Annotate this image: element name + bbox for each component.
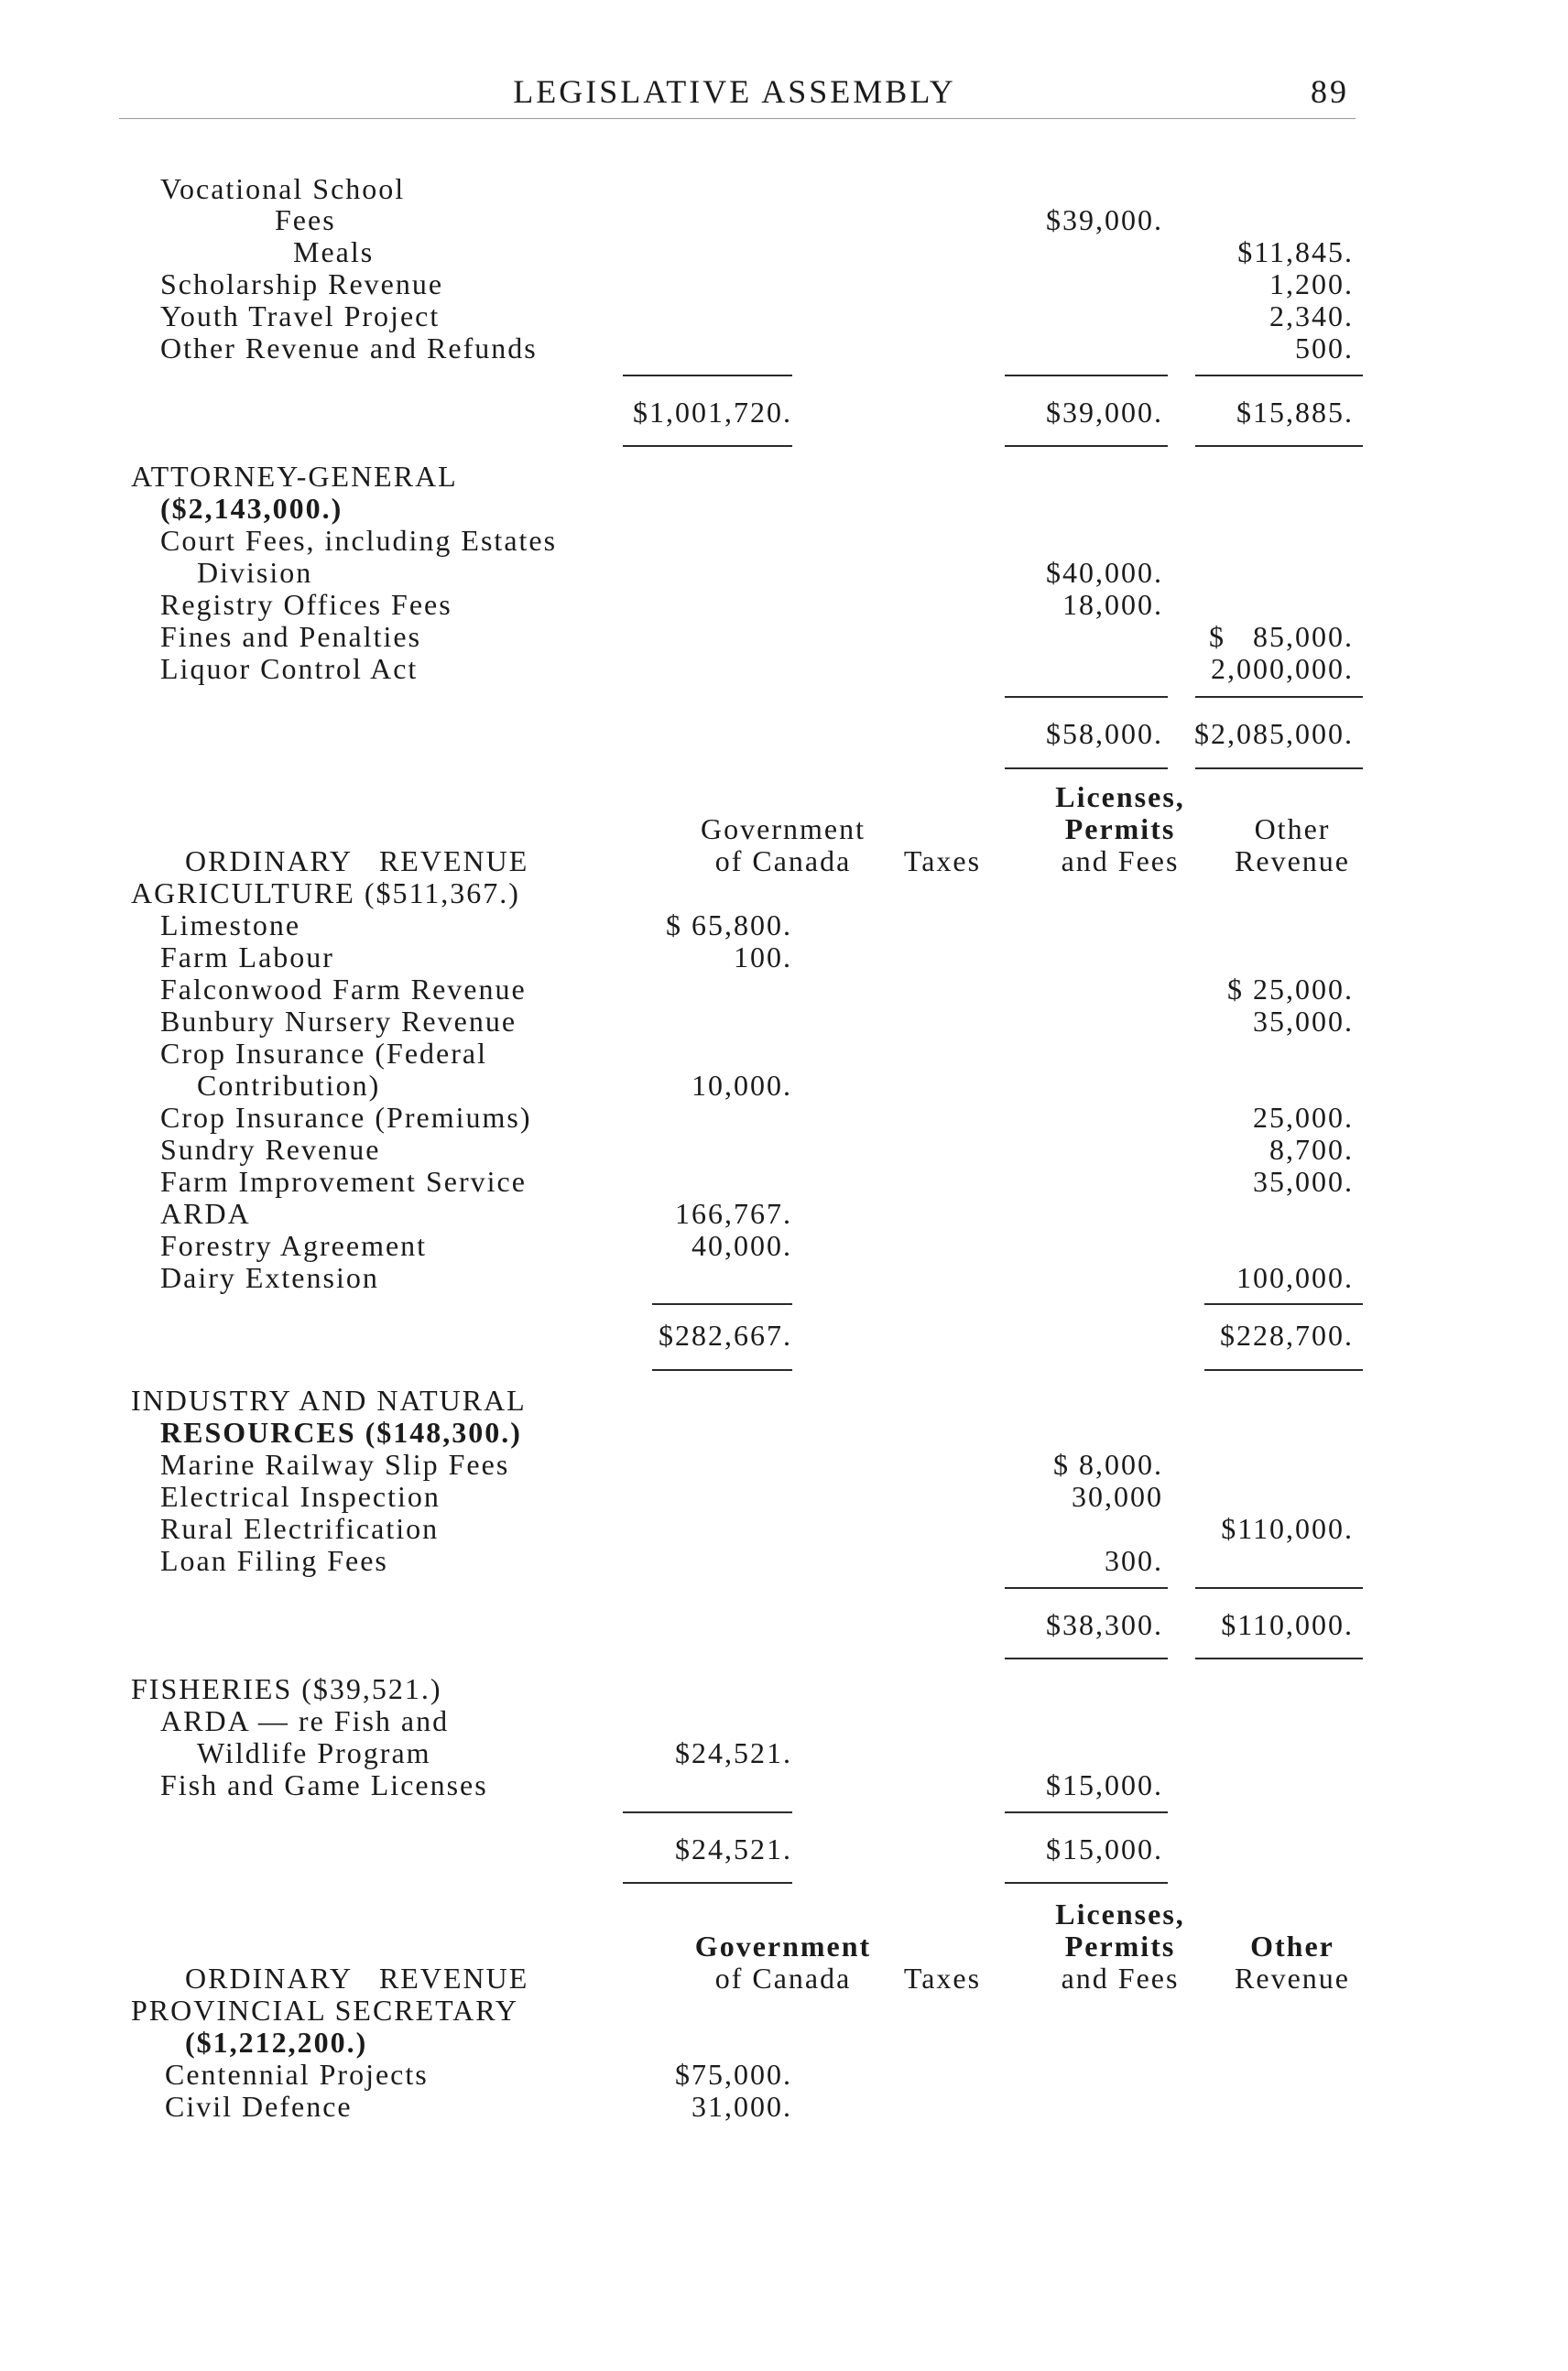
vocational-meals-label: Meals [293, 235, 375, 268]
header-rule [119, 118, 1356, 119]
forestry-gov: 40,000. [691, 1229, 792, 1262]
rule [1204, 1369, 1363, 1371]
col-other-line2: Revenue [1235, 1962, 1350, 1995]
electrical-label: Electrical Inspection [160, 1480, 441, 1513]
fisheries-total-licenses: $15,000. [1046, 1833, 1163, 1865]
vocational-fees-label: Fees [275, 203, 336, 236]
col-gov-line1: Government [701, 812, 866, 845]
col-other-line1: Other [1250, 1930, 1334, 1963]
rule [1195, 696, 1363, 698]
centennial-gov: $75,000. [675, 2058, 792, 2091]
rule [1195, 445, 1363, 447]
agriculture-heading: AGRICULTURE ($511,367.) [131, 876, 520, 909]
crop-premiums-label: Crop Insurance (Premiums) [160, 1101, 532, 1134]
rule [1195, 1587, 1363, 1589]
fish-game-licenses: $15,000. [1046, 1768, 1163, 1801]
fisheries-arda-label: ARDA — re Fish and [160, 1704, 450, 1737]
industry-total-other: $110,000. [1221, 1608, 1354, 1641]
falconwood-label: Falconwood Farm Revenue [160, 973, 527, 1006]
col-taxes: Taxes [903, 1962, 982, 1995]
rural-other: $110,000. [1221, 1512, 1354, 1545]
rural-label: Rural Electrification [160, 1512, 440, 1545]
rule [1005, 1658, 1168, 1659]
court-fees-label-cont: Division [197, 556, 313, 589]
ordinary-revenue-heading: ORDINARY REVENUE [185, 1962, 529, 1995]
rule [1195, 375, 1363, 376]
agriculture-total-gov: $282,667. [659, 1319, 792, 1352]
electrical-licenses: 30,000 [1072, 1480, 1163, 1513]
rule [1005, 767, 1168, 769]
rule [1005, 1587, 1168, 1589]
page-title: LEGISLATIVE ASSEMBLY [513, 73, 956, 110]
registry-label: Registry Offices Fees [160, 588, 452, 621]
agriculture-total-other: $228,700. [1220, 1319, 1354, 1352]
court-fees-label: Court Fees, including Estates [160, 524, 558, 557]
bunbury-label: Bunbury Nursery Revenue [160, 1005, 517, 1038]
loan-label: Loan Filing Fees [160, 1544, 388, 1577]
falconwood-other: $ 25,000. [1227, 973, 1354, 1006]
col-other-line2: Revenue [1235, 844, 1350, 877]
rule [1005, 1811, 1168, 1813]
fisheries-arda-gov: $24,521. [675, 1736, 792, 1769]
col-licenses-line3: and Fees [1061, 1962, 1180, 1995]
centennial-label: Centennial Projects [165, 2058, 429, 2091]
rule [1195, 767, 1363, 769]
rule [623, 1811, 792, 1813]
arda-gov: 166,767. [675, 1197, 792, 1230]
col-gov-line2: of Canada [714, 844, 852, 877]
rule [652, 1369, 792, 1371]
farm-improvement-label: Farm Improvement Service [160, 1165, 527, 1198]
rule [623, 445, 792, 447]
vocational-heading: Vocational School [160, 172, 406, 205]
fines-label: Fines and Penalties [160, 620, 422, 653]
scholarship-label: Scholarship Revenue [160, 267, 444, 300]
rule [1195, 1658, 1363, 1659]
attorney-amount: ($2,143,000.) [160, 492, 343, 525]
marine-label: Marine Railway Slip Fees [160, 1448, 510, 1481]
civil-defence-gov: 31,000. [691, 2090, 792, 2123]
ordinary-revenue-heading: ORDINARY REVENUE [185, 844, 529, 877]
court-fees-licenses: $40,000. [1046, 556, 1163, 589]
col-other-line1: Other [1254, 812, 1331, 845]
refunds-other: 500. [1295, 332, 1354, 364]
registry-licenses: 18,000. [1062, 588, 1163, 621]
fines-other: $ 85,000. [1209, 620, 1354, 653]
col-gov-line2: of Canada [714, 1962, 852, 1995]
col-licenses-line1: Licenses, [1055, 780, 1185, 813]
vocational-fees-licenses: $39,000. [1046, 203, 1163, 236]
vocational-total-other: $15,885. [1236, 396, 1354, 429]
forestry-label: Forestry Agreement [160, 1229, 428, 1262]
col-gov-line1: Government [694, 1930, 872, 1963]
fish-game-label: Fish and Game Licenses [160, 1768, 488, 1801]
fisheries-total-gov: $24,521. [675, 1833, 792, 1865]
rule [1204, 1303, 1363, 1305]
col-taxes: Taxes [903, 844, 982, 877]
industry-heading: INDUSTRY AND NATURAL [131, 1384, 527, 1417]
liquor-other: 2,000,000. [1211, 652, 1354, 685]
dairy-other: 100,000. [1236, 1261, 1354, 1294]
youth-label: Youth Travel Project [160, 299, 441, 332]
page-number: 89 [1311, 73, 1349, 110]
sundry-other: 8,700. [1269, 1133, 1354, 1166]
limestone-label: Limestone [160, 908, 301, 941]
crop-premiums-other: 25,000. [1253, 1101, 1354, 1134]
civil-defence-label: Civil Defence [165, 2090, 353, 2123]
provincial-amount: ($1,212,200.) [185, 2026, 368, 2059]
crop-federal-label: Crop Insurance (Federal [160, 1037, 487, 1070]
scholarship-other: 1,200. [1269, 267, 1354, 300]
vocational-meals-other: $11,845. [1237, 235, 1354, 268]
col-licenses-line2: Permits [1064, 812, 1176, 845]
col-licenses-line2: Permits [1064, 1930, 1176, 1963]
col-licenses-line3: and Fees [1061, 844, 1180, 877]
bunbury-other: 35,000. [1253, 1005, 1354, 1038]
sundry-label: Sundry Revenue [160, 1133, 381, 1166]
industry-heading-cont: RESOURCES ($148,300.) [160, 1416, 522, 1449]
arda-label: ARDA [160, 1197, 251, 1230]
provincial-heading: PROVINCIAL SECRETARY [131, 1994, 518, 2027]
dairy-label: Dairy Extension [160, 1261, 379, 1294]
rule [1005, 1882, 1168, 1884]
attorney-total-licenses: $58,000. [1046, 717, 1163, 750]
farm-improvement-other: 35,000. [1253, 1165, 1354, 1198]
limestone-gov: $ 65,800. [666, 908, 792, 941]
marine-licenses: $ 8,000. [1053, 1448, 1163, 1481]
rule [623, 375, 792, 376]
attorney-total-other: $2,085,000. [1194, 717, 1354, 750]
crop-federal-label-cont: Contribution) [197, 1069, 381, 1102]
rule [1005, 696, 1168, 698]
refunds-label: Other Revenue and Refunds [160, 332, 538, 364]
fisheries-arda-label-cont: Wildlife Program [197, 1736, 431, 1769]
vocational-total-gov: $1,001,720. [633, 396, 792, 429]
youth-other: 2,340. [1269, 299, 1354, 332]
col-licenses-line1: Licenses, [1055, 1898, 1185, 1931]
industry-total-licenses: $38,300. [1046, 1608, 1163, 1641]
rule [652, 1303, 792, 1305]
rule [1005, 445, 1168, 447]
attorney-heading: ATTORNEY-GENERAL [131, 460, 458, 493]
loan-licenses: 300. [1105, 1544, 1163, 1577]
rule [1005, 375, 1168, 376]
farm-labour-label: Farm Labour [160, 941, 334, 973]
crop-federal-gov: 10,000. [691, 1069, 792, 1102]
fisheries-heading: FISHERIES ($39,521.) [131, 1672, 442, 1705]
rule [623, 1882, 792, 1884]
vocational-total-licenses: $39,000. [1046, 396, 1163, 429]
farm-labour-gov: 100. [734, 941, 792, 973]
liquor-label: Liquor Control Act [160, 652, 419, 685]
